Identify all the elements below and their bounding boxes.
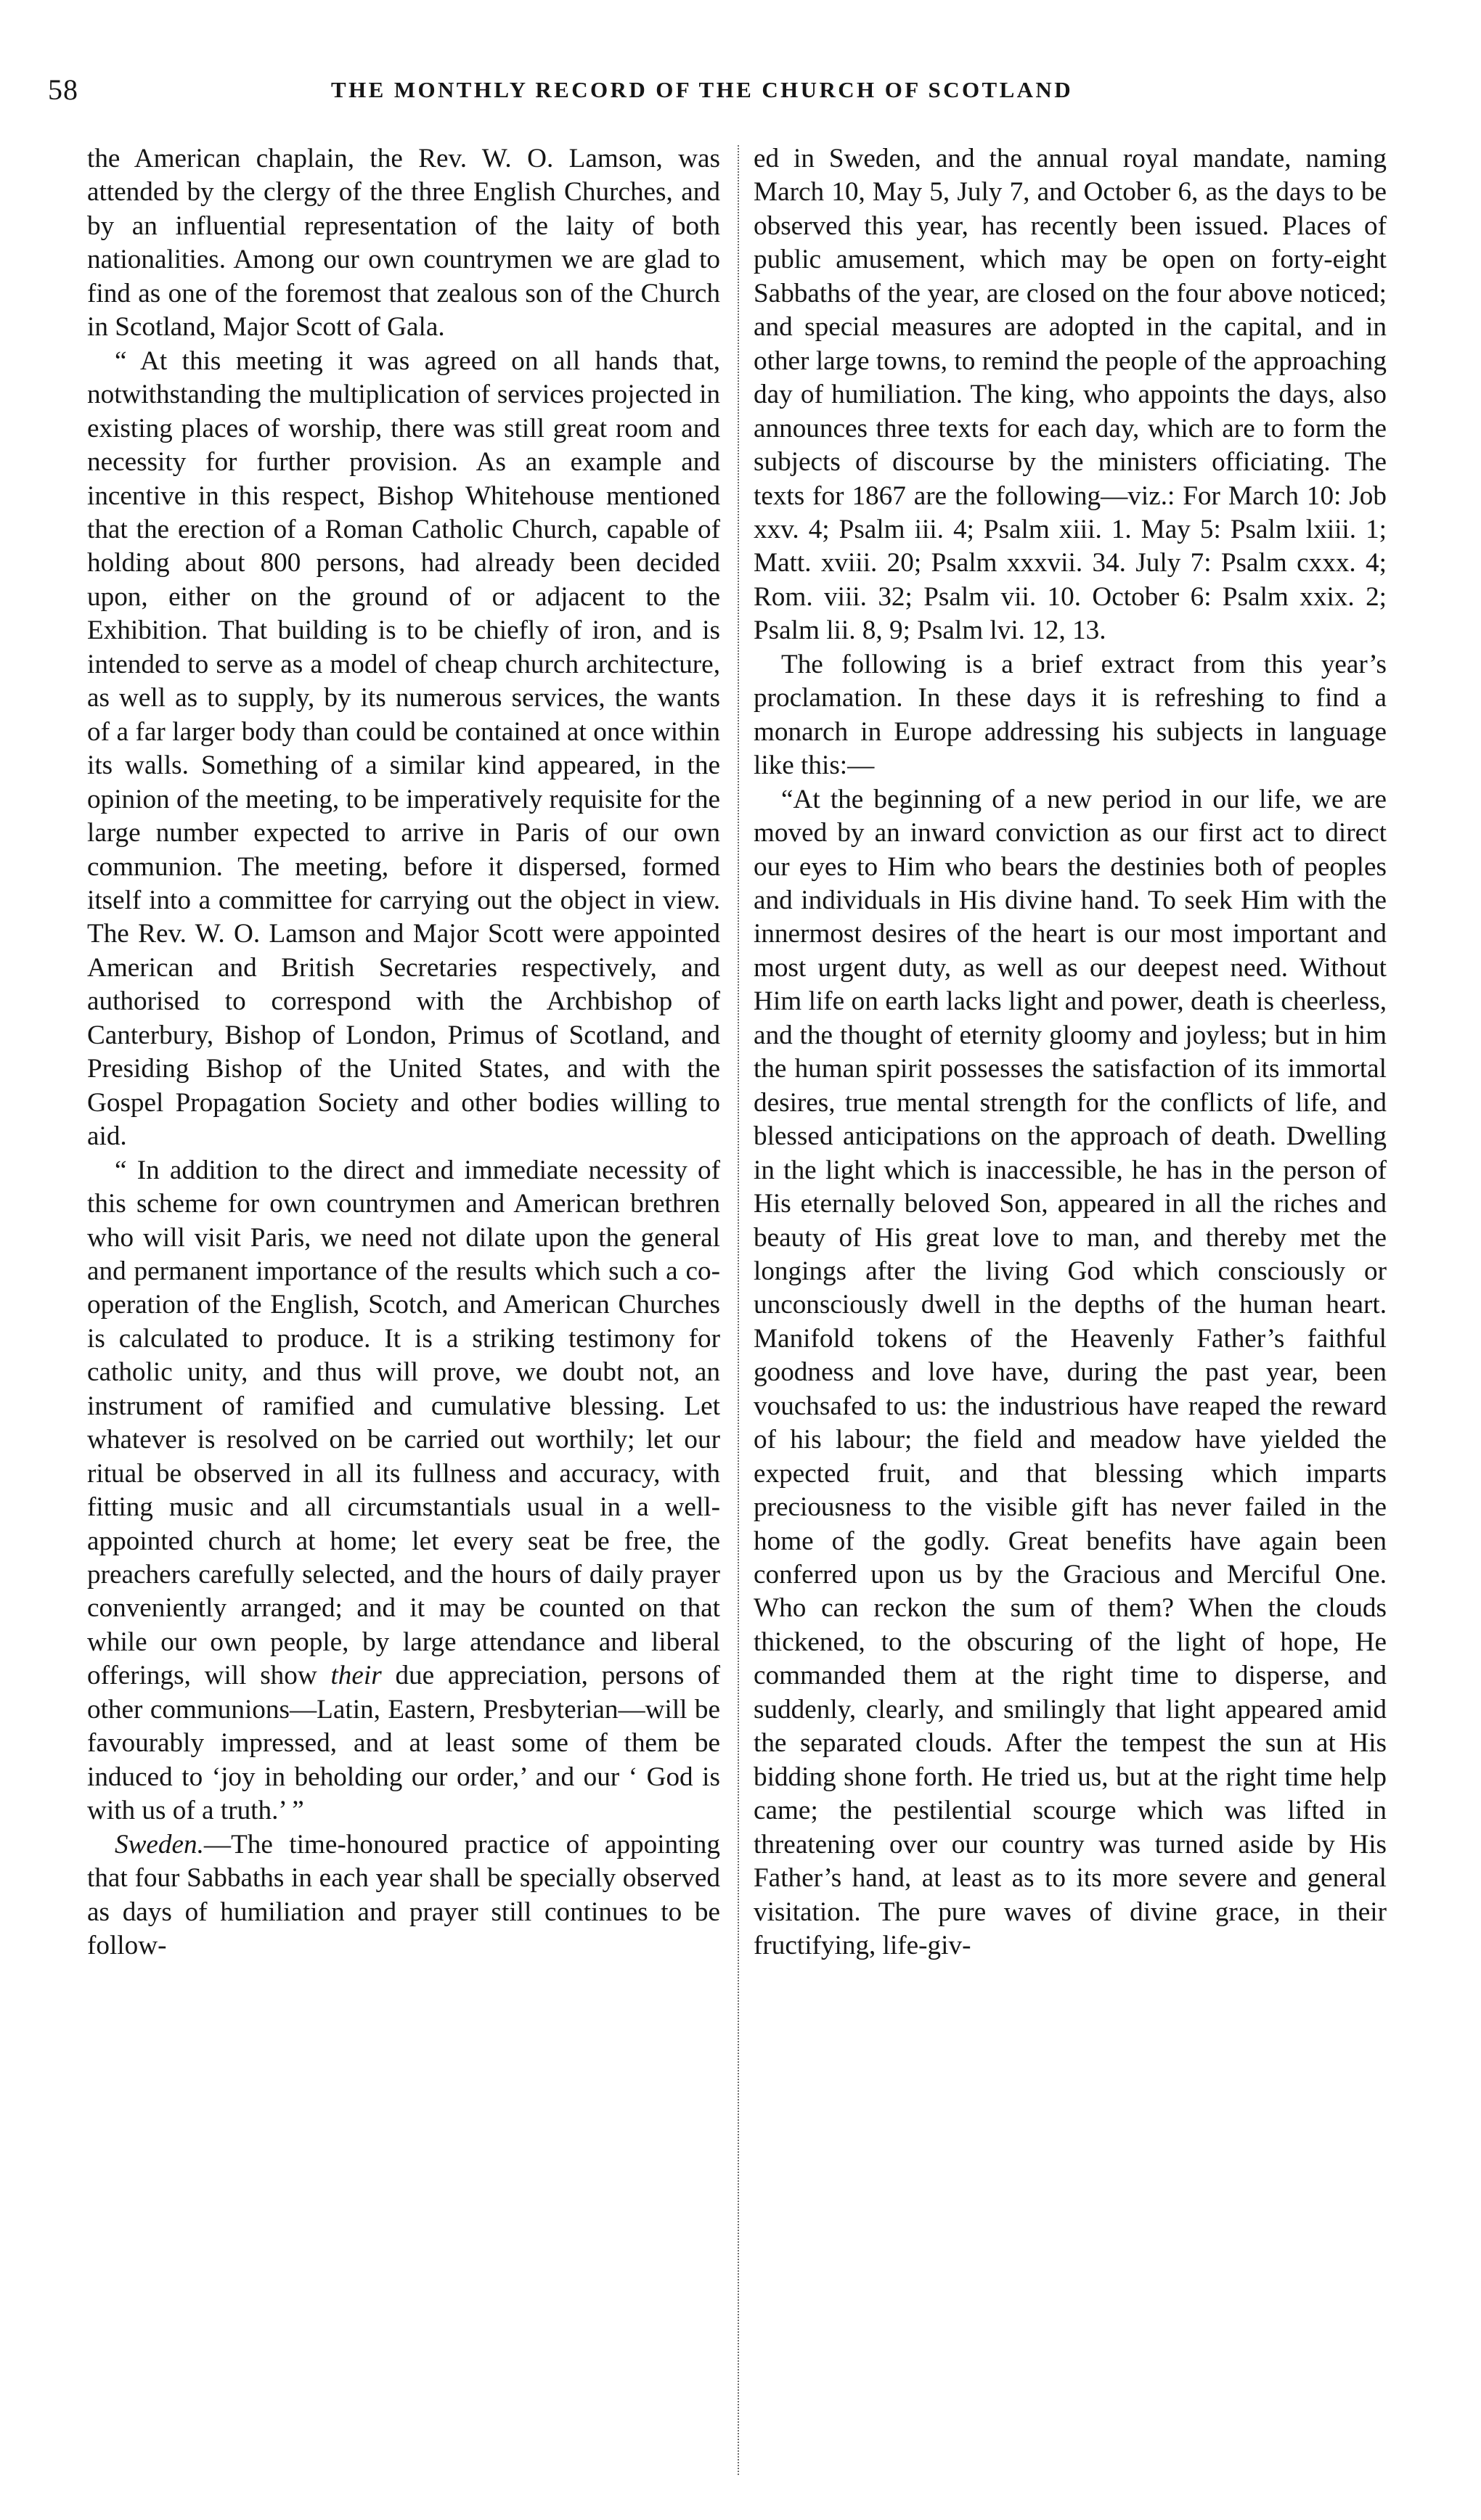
right-column xyxy=(754,142,1387,2494)
page-header xyxy=(48,67,1427,110)
paragraph xyxy=(87,1828,720,1963)
emphasis-text: their xyxy=(330,1661,382,1691)
paragraph-text: due appreciation, persons of other communions—Latin, Eastern, Presbyterian—will be favourably impressed, and at least some of them be induced to ‘joy in beholding our order,’ and our ‘ God is with us of a truth.’ ” xyxy=(87,1661,720,1826)
page-number: 58 xyxy=(48,73,78,106)
paragraph-text: “ In addition to the direct and immediate necessity of this scheme for own countrymen and American brethren who will visit Paris, we need not dilate upon the general and permanent importance of the results which such a co-operation of the English, Scotch, and American Churches is calculated to produce. It is a striking testimony for catholic unity, and thus will prove, we doubt not, an instrument of ramified and cumulative blessing. Let whatever is resolved on be carried out worthily; let our ritual be observed in all its fullness and accuracy, with fitting music and all circumstantials usual in a well-appointed church at home; let every seat be free, the preachers carefully selected, and the hours of daily prayer conveniently arranged; and it may be counted on that while our own people, by large attendance and liberal offerings, will show xyxy=(87,1155,720,1691)
left-column xyxy=(87,142,720,2494)
paragraph xyxy=(87,1154,720,1828)
column-divider xyxy=(738,145,739,2475)
paragraph: ed in Sweden, and the annual royal mandate, naming March 10, May 5, July 7, and October 6, as the days to be observed this year, has recently been issued. Places of public amusement, which may be open on forty-eight Sabbaths of the year, are closed on the four above noticed; and special measures are adopted in the capital, and in other large towns, to remind the people of the approaching day of humiliation. The king, who appoints the days, also announces three texts for each day, which are to form the subjects of discourse by the ministers officiating. The texts for 1867 are the following—viz.: For March 10: Job xxv. 4; Psalm iii. 4; Psalm xiii. 1. May 5: Psalm lxiii. 1; Matt. xviii. 20; Psalm xxxvii. 34. July 7: Psalm cxxx. 4; Rom. viii. 32; Psalm vii. 10. October 6: Psalm xxix. 2; Psalm lii. 8, 9; Psalm lvi. 12, 13. xyxy=(754,144,1387,646)
paragraph: The following is a brief extract from this year’s proclamation. In these days it is refreshing to find a monarch in Europe addressing his subjects in language like this:— xyxy=(754,649,1387,781)
paragraph: “At the beginning of a new period in our life, we are moved by an inward conviction as our first act to direct our eyes to Him who bears the destinies both of peoples and individuals in His divine hand. To seek Him with the innermost desires of the heart is our most important and most urgent duty, as well as our deepest need. Without Him life on earth lacks light and power, death is cheerless, and the thought of eternity gloomy and joyless; but in him the human spirit possesses the satisfaction of its immortal desires, true mental strength for the conflicts of life, and blessed anticipations on the approach of death. Dwelling in the light which is inaccessible, he has in the person of His eternally beloved Son, appeared in all the riches and beauty of His great love to man, and thereby met the longings after the living God which consciously or unconsciously dwell in the depths of the human heart. Manifold tokens of the Heavenly Father’s faithful goodness and love have, during the past year, been vouchsafed to us: the industrious have reaped the reward of his labour; the field and meadow have yielded the expected fruit, and that blessing which imparts preciousness to the visible gift has never failed in the home of the godly. Great benefits have again been conferred upon us by the Gracious and Merciful One. Who can reckon the sum of them? When the clouds thickened, to the obscuring of the light of hope, He commanded them at the right time to disperse, and suddenly, clearly, and smilingly that light appeared amid the separated clouds. After the tempest the sun at His bidding shone forth. He tried us, but at the right time help came; the pestilential scourge which was lifted in threatening over our country was turned aside by His Father’s hand, at least as to its more severe and general visitation. The pure waves of divine grace, in their fructifying, life-giv- xyxy=(754,784,1387,1961)
paragraph: the American chaplain, the Rev. W. O. Lamson, was attended by the clergy of the three English Churches, and by an influential representation of the laity of both nationalities. Among our own countrymen we are glad to find as one of the foremost that zealous son of the Church in Scotland, Major Scott of Gala. xyxy=(87,144,720,343)
paragraph-text: —The time-honoured practice of appointing that four Sabbaths in each year shall be specially observed as days of humiliation and prayer still continues to be follow- xyxy=(87,1829,720,1961)
running-title: THE MONTHLY RECORD OF THE CHURCH OF SCOTLAND xyxy=(331,77,1074,102)
section-label: Sweden. xyxy=(115,1829,204,1860)
paragraph: “ At this meeting it was agreed on all hands that, notwithstanding the multiplication of services projected in existing places of worship, there was still great room and necessity for further provision. As an example and incentive in this respect, Bishop Whitehouse mentioned that the erection of a Roman Catholic Church, capable of holding about 800 persons, had already been decided upon, either on the ground of or adjacent to the Exhibition. That building is to be chiefly of iron, and is intended to serve as a model of cheap church architecture, as well as to supply, by its numerous services, the wants of a far larger body than could be contained at once within its walls. Something of a similar kind appeared, in the opinion of the meeting, to be imperatively requisite for the large number expected to arrive in Paris of our own communion. The meeting, before it dispersed, formed itself into a committee for carrying out the object in view. The Rev. W. O. Lamson and Major Scott were appointed American and British Secretaries respectively, and authorised to correspond with the Archbishop of Canterbury, Bishop of London, Primus of Scotland, and Presiding Bishop of the United States, and with the Gospel Propagation Society and other bodies willing to aid. xyxy=(87,345,720,1152)
